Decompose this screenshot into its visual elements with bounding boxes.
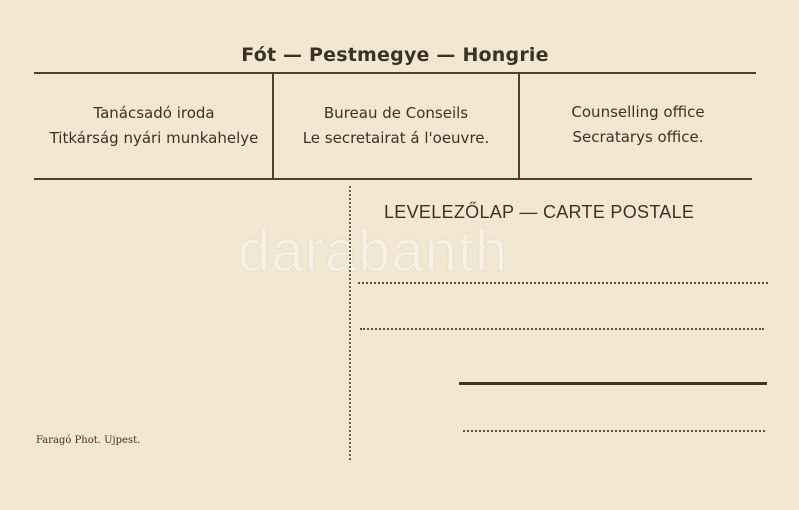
column-hungarian-line1: Tanácsadó iroda [93, 104, 215, 122]
column-french-line2: Le secretairat á l'oeuvre. [302, 129, 490, 147]
column-english [520, 100, 756, 150]
address-heading: LEVELEZŐLAP — CARTE POSTALE [384, 202, 695, 222]
watermark: darabanth [238, 219, 509, 284]
address-line-2 [360, 328, 764, 330]
column-hungarian-line2: Titkárság nyári munkahelye [49, 129, 259, 147]
divider-dotted-vertical [349, 186, 351, 460]
photographer-credit: Faragó Phot. Ujpest. [36, 435, 141, 446]
column-french-line1: Bureau de Conseils [323, 104, 469, 122]
address-line-4 [463, 430, 765, 432]
card-title: Fót — Pestmegye — Hongrie [241, 44, 549, 66]
column-french [274, 101, 518, 151]
header-top-rule [34, 72, 756, 74]
address-line-1 [358, 282, 768, 284]
column-english-line2: Secratarys office. [572, 128, 704, 146]
column-english-line1: Counselling office [571, 103, 705, 121]
column-hungarian [36, 101, 272, 151]
address-line-3 [459, 382, 767, 385]
header-bottom-rule [34, 178, 752, 180]
